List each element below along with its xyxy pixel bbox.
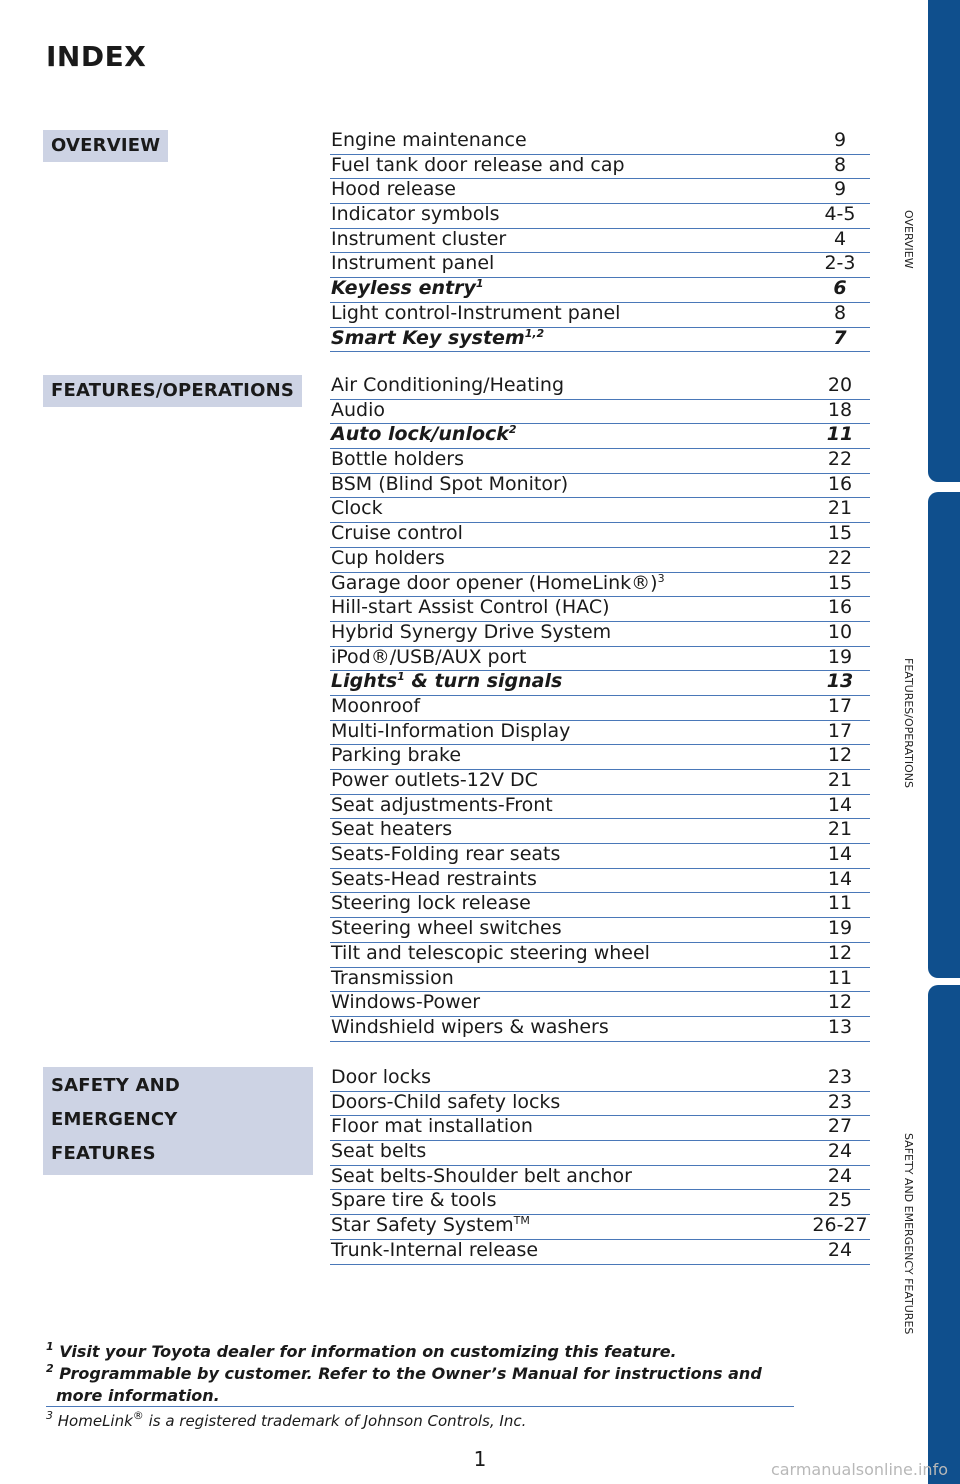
side-tab-bar — [928, 0, 960, 1484]
section-label-safety — [43, 1067, 313, 1175]
side-tab-label: OVERVIEW — [902, 210, 915, 269]
entry-page: 4 — [833, 227, 847, 250]
entry-title — [331, 966, 454, 991]
entry-title — [331, 301, 620, 326]
entry-page: 22 — [827, 448, 853, 471]
page-title: INDEX — [46, 40, 147, 73]
entry-page: 26-27 — [812, 1214, 868, 1237]
entry-page: 2-3 — [824, 252, 856, 275]
entry-title — [331, 1065, 431, 1090]
footnote-text: is a registered trademark of Johnson Controls, Inc. — [143, 1412, 527, 1430]
footnote-mark: 2 — [46, 1362, 54, 1375]
section-label-features: FEATURES/OPERATIONS — [43, 375, 302, 407]
entry-page: 8 — [833, 153, 847, 176]
entry-page: 11 — [827, 892, 853, 915]
entry-text: Clock — [331, 497, 383, 520]
entry-sup: 1,2 — [524, 326, 545, 340]
index-entry — [330, 278, 870, 303]
footnote-1 — [46, 1342, 677, 1361]
index-entry — [330, 155, 870, 180]
entry-text: Lights — [331, 670, 398, 693]
entry-title — [331, 768, 538, 793]
entry-title — [331, 472, 568, 497]
entry-text: BSM (Blind Spot Monitor) — [331, 472, 569, 495]
registered-mark: ® — [132, 1409, 144, 1422]
index-entry — [330, 229, 870, 254]
entry-text: Seat belts — [331, 1140, 427, 1163]
entry-title — [331, 153, 625, 178]
entry-page: 21 — [827, 497, 853, 520]
entry-text: Steering lock release — [331, 892, 531, 915]
entry-text: Transmission — [331, 966, 454, 989]
index-entry — [330, 622, 870, 647]
entry-title — [331, 128, 527, 153]
index-entry — [330, 375, 870, 400]
index-entry — [330, 943, 870, 968]
index-entry — [330, 1116, 870, 1141]
entry-title — [331, 398, 385, 423]
footnote-2-cont: more information. — [56, 1386, 220, 1405]
entry-text: Hill-start Assist Control (HAC) — [331, 596, 610, 619]
entry-text: Moonroof — [331, 694, 421, 717]
entry-title — [331, 1015, 609, 1040]
entry-sup: 1 — [397, 670, 405, 684]
entry-page: 24 — [827, 1140, 853, 1163]
entry-text: & turn signals — [404, 670, 563, 693]
footnote-text: Visit your Toyota dealer for information on customizing this feature. — [59, 1342, 677, 1361]
entry-text: Seat belts-Shoulder belt anchor — [331, 1164, 632, 1187]
index-entry — [330, 819, 870, 844]
footnote-mark: 3 — [46, 1409, 53, 1422]
entry-title — [331, 276, 484, 301]
side-tab-safety[interactable] — [928, 985, 960, 1484]
index-entry — [330, 844, 870, 869]
entry-text: Windows-Power — [331, 991, 481, 1014]
entry-page: 9 — [833, 178, 847, 201]
entry-title — [331, 1139, 426, 1164]
entry-text: Parking brake — [331, 744, 462, 767]
index-entry — [330, 918, 870, 943]
entry-page: 13 — [827, 1015, 853, 1038]
footnote-2 — [46, 1364, 762, 1383]
entry-text: Star Safety System — [331, 1214, 514, 1237]
entry-page: 24 — [827, 1164, 853, 1187]
entry-title — [331, 645, 526, 670]
entry-text: Engine maintenance — [331, 129, 527, 151]
entry-text: Audio — [331, 398, 386, 421]
entry-page: 17 — [827, 694, 853, 717]
entry-title — [331, 1238, 538, 1263]
entry-text: Smart Key system — [331, 326, 525, 349]
entry-text: Garage door opener (HomeLink®) — [331, 571, 658, 594]
entry-title — [331, 719, 570, 744]
entry-title — [331, 1090, 560, 1115]
entry-text: Hybrid Synergy Drive System — [331, 620, 612, 643]
index-entry — [330, 1017, 870, 1042]
index-entry — [330, 893, 870, 918]
side-tab-overview[interactable] — [928, 0, 960, 482]
page-number: 1 — [473, 1447, 487, 1471]
section-label-line: FEATURES — [51, 1143, 156, 1164]
entry-list — [330, 1067, 870, 1265]
entry-title — [331, 669, 562, 694]
index-entry — [330, 647, 870, 672]
footnote-text: HomeLink — [57, 1412, 133, 1430]
index-entry — [330, 721, 870, 746]
index-entry — [330, 1092, 870, 1117]
entry-title — [331, 916, 562, 941]
entry-page: 12 — [827, 941, 853, 964]
entry-text: Cup holders — [331, 546, 445, 569]
entry-title — [331, 941, 650, 966]
index-entry — [330, 424, 870, 449]
side-tab-label: SAFETY AND EMERGENCY FEATURES — [902, 1133, 915, 1335]
entry-title — [331, 571, 665, 596]
footnote-3 — [46, 1409, 527, 1430]
index-entry — [330, 770, 870, 795]
index-entry — [330, 1215, 870, 1240]
entry-text: Hood release — [331, 178, 456, 201]
index-entry — [330, 869, 870, 894]
entry-page: 13 — [826, 670, 854, 693]
entry-text: Instrument cluster — [331, 227, 507, 250]
index-entry — [330, 597, 870, 622]
entry-text: Cruise control — [331, 522, 463, 545]
entry-title — [331, 177, 456, 202]
entry-page: 18 — [827, 398, 853, 421]
entry-page: 21 — [827, 769, 853, 791]
entry-page: 9 — [833, 129, 847, 151]
entry-title — [331, 496, 383, 521]
entry-title — [331, 1213, 530, 1238]
entry-text: Indicator symbols — [331, 203, 500, 226]
entry-page: 16 — [827, 472, 853, 495]
index-entry — [330, 400, 870, 425]
entry-title — [331, 620, 611, 645]
entry-text: Trunk-Internal release — [331, 1238, 539, 1261]
entry-title — [331, 1164, 632, 1189]
entry-text: Doors-Child safety locks — [331, 1090, 561, 1113]
entry-title — [331, 227, 506, 252]
section-label-overview: OVERVIEW — [43, 130, 168, 162]
entry-page: 22 — [827, 546, 853, 569]
entry-page: 23 — [827, 1066, 853, 1088]
footnote-text: Programmable by customer. Refer to the Owner’s Manual for instructions and — [59, 1364, 762, 1383]
entry-title — [331, 595, 610, 620]
entry-page: 19 — [827, 645, 853, 668]
entry-page: 14 — [827, 843, 853, 866]
entry-text: Fuel tank door release and cap — [331, 153, 625, 176]
entry-title — [331, 251, 494, 276]
index-entry — [330, 795, 870, 820]
index-entry — [330, 573, 870, 598]
entry-page: 10 — [827, 620, 853, 643]
entry-title — [331, 743, 461, 768]
index-entry — [330, 303, 870, 328]
entry-page: 15 — [827, 522, 853, 545]
entry-text: Seats-Folding rear seats — [331, 843, 561, 866]
entry-title — [331, 373, 564, 398]
entry-page: 8 — [833, 301, 847, 324]
entry-page: 24 — [827, 1238, 853, 1261]
entry-title — [331, 326, 544, 351]
entry-text: Bottle holders — [331, 448, 464, 471]
entry-page: 14 — [827, 867, 853, 890]
index-entry — [330, 523, 870, 548]
entry-title — [331, 202, 500, 227]
entry-page: 11 — [826, 423, 854, 446]
entry-text: Instrument panel — [331, 252, 495, 275]
entry-text: Seat adjustments-Front — [331, 793, 553, 816]
index-entry — [330, 968, 870, 993]
entry-page: 27 — [827, 1115, 853, 1138]
entry-title — [331, 546, 445, 571]
index-entry — [330, 1141, 870, 1166]
index-entry — [330, 548, 870, 573]
entry-text: Tilt and telescopic steering wheel — [331, 941, 650, 964]
entry-text: iPod®/USB/AUX port — [331, 645, 527, 668]
watermark: carmanualsonline.info — [770, 1460, 948, 1479]
entry-page: 6 — [833, 277, 847, 300]
entry-title — [331, 1188, 496, 1213]
index-entry — [330, 449, 870, 474]
entry-page: 21 — [827, 818, 853, 841]
entry-title — [331, 694, 420, 719]
entry-title — [331, 867, 537, 892]
entry-sup: 2 — [508, 423, 517, 437]
entry-page: 11 — [827, 966, 853, 989]
entry-title — [331, 793, 553, 818]
entry-text: Auto lock/unlock — [331, 423, 509, 446]
entry-page: 25 — [827, 1189, 853, 1212]
index-entry — [330, 253, 870, 278]
entry-title — [331, 891, 531, 916]
footnote-divider — [46, 1406, 794, 1407]
entry-text: Power outlets-12V DC — [331, 769, 538, 791]
index-entry — [330, 992, 870, 1017]
entry-text: Air Conditioning/Heating — [331, 374, 565, 396]
footnote-mark: 1 — [46, 1340, 54, 1353]
entry-title — [331, 1114, 533, 1139]
entry-text: Seats-Head restraints — [331, 867, 537, 890]
entry-text: Steering wheel switches — [331, 917, 562, 940]
index-entry — [330, 328, 870, 353]
entry-page: 12 — [827, 744, 853, 767]
index-entry — [330, 474, 870, 499]
section-label-line: SAFETY AND EMERGENCY — [51, 1075, 181, 1130]
entry-page: 23 — [827, 1090, 853, 1113]
index-entry — [330, 179, 870, 204]
entry-text: Keyless entry — [331, 277, 476, 300]
entry-text: Multi-Information Display — [331, 719, 571, 742]
index-entry — [330, 696, 870, 721]
entry-text: Light control-Instrument panel — [331, 301, 621, 324]
entry-text: Seat heaters — [331, 818, 453, 841]
entry-page: 20 — [827, 374, 853, 396]
entry-title — [331, 990, 480, 1015]
index-entry — [330, 498, 870, 523]
entry-sup: TM — [513, 1214, 530, 1228]
entry-text: Door locks — [331, 1066, 431, 1088]
index-entry — [330, 204, 870, 229]
entry-title — [331, 447, 464, 472]
entry-page: 15 — [827, 571, 853, 594]
index-entry — [330, 130, 870, 155]
index-entry — [330, 1166, 870, 1191]
entry-text: Spare tire & tools — [331, 1189, 497, 1212]
entry-title — [331, 842, 560, 867]
entry-page: 7 — [833, 326, 847, 349]
side-tab-features[interactable] — [928, 492, 960, 978]
index-entry — [330, 1190, 870, 1215]
entry-text: Windshield wipers & washers — [331, 1015, 609, 1038]
entry-page: 16 — [827, 596, 853, 619]
entry-page: 14 — [827, 793, 853, 816]
entry-text: Floor mat installation — [331, 1115, 533, 1138]
entry-list — [330, 130, 870, 352]
entry-page: 4-5 — [824, 203, 856, 226]
entry-title — [331, 422, 517, 447]
index-entry — [330, 745, 870, 770]
entry-title — [331, 817, 452, 842]
entry-list — [330, 375, 870, 1042]
entry-page: 17 — [827, 719, 853, 742]
entry-sup: 3 — [657, 571, 665, 585]
index-entry — [330, 1240, 870, 1265]
index-entry — [330, 1067, 870, 1092]
index-entry — [330, 671, 870, 696]
entry-sup: 1 — [475, 277, 484, 291]
side-tab-label: FEATURES/OPERATIONS — [902, 658, 915, 788]
entry-page: 12 — [827, 991, 853, 1014]
entry-title — [331, 521, 463, 546]
entry-page: 19 — [827, 917, 853, 940]
